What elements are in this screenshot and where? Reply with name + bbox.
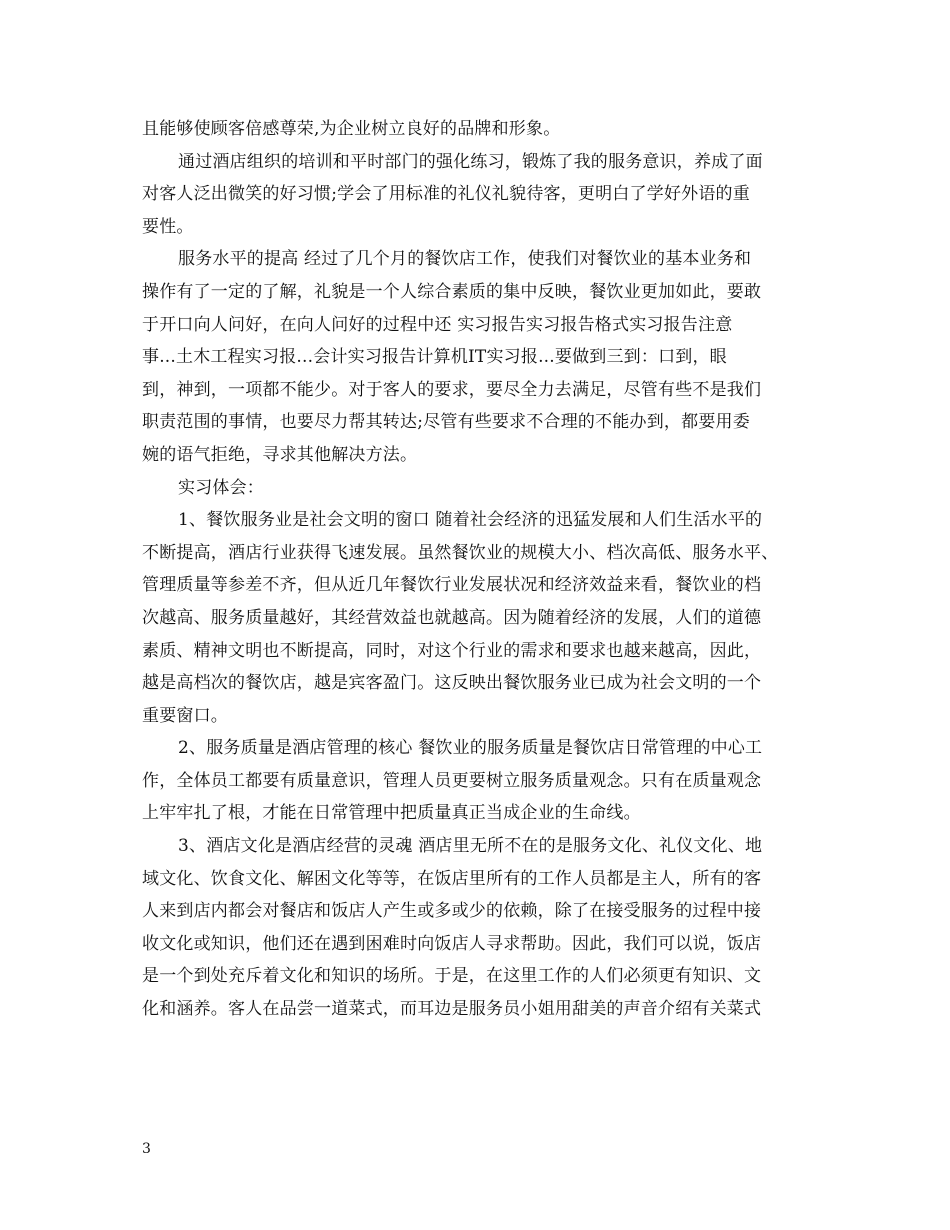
text-line: 且能够使顾客倍感尊荣,为企业树立良好的品牌和形象。 — [142, 119, 561, 139]
text-line: 3、酒店文化是酒店经营的灵魂 酒店里无所不在的是服务文化、礼仪文化、地 — [178, 836, 763, 857]
text-line: 服务水平的提高 经过了几个月的餐饮店工作，使我们对餐饮业的基本业务和 — [178, 249, 752, 270]
text-line: 是一个到处充斥着文化和知识的场所。于是，在这里工作的人们必须更有知识、文 — [142, 966, 762, 987]
text-line: 素质、精神文明也不断提高，同时，对这个行业的需求和要求也越来越高，因此， — [142, 640, 762, 661]
text-line: 不断提高，酒店行业获得飞速发展。虽然餐饮业的规模大小、档次高低、服务水平、 — [142, 542, 779, 563]
page-number: 3 — [142, 1141, 151, 1157]
body-text — [142, 113, 812, 1026]
text-line: 1、餐饮服务业是社会文明的窗口 随着社会经济的迅猛发展和人们生活水平的 — [178, 510, 763, 531]
text-line: 对客人泛出微笑的好习惯;学会了用标准的礼仪礼貌待客，更明白了学好外语的重 — [142, 184, 750, 205]
text-line: 人来到店内都会对餐店和饭店人产生或多或少的依赖，除了在接受服务的过程中接 — [142, 901, 762, 922]
text-line: 于开口向人问好，在向人问好的过程中还 实习报告实习报告格式实习报告注意 — [142, 314, 733, 335]
text-line: 重要窗口。 — [142, 705, 228, 726]
section-heading: 实习体会： — [178, 477, 264, 498]
text-line: 上牢牢扎了根，才能在日常管理中把质量真正当成企业的生命线。 — [142, 803, 641, 824]
text-line: 化和涵养。客人在品尝一道菜式，而耳边是服务员小姐用甜美的声音介绍有关菜式 — [142, 999, 762, 1020]
text-line: 域文化、饮食文化、解困文化等等，在饭店里所有的工作人员都是主人，所有的客 — [142, 868, 762, 889]
text-line: 收文化或知识，他们还在遇到困难时向饭店人寻求帮助。因此，我们可以说，饭店 — [142, 933, 762, 954]
text-line: 2、服务质量是酒店管理的核心 餐饮业的服务质量是餐饮店日常管理的中心工 — [178, 738, 763, 759]
text-line: 作，全体员工都要有质量意识，管理人员更要树立服务质量观念。只有在质量观念 — [142, 770, 762, 791]
text-line: 次越高、服务质量越好，其经营效益也就越高。因为随着经济的发展，人们的道德 — [142, 607, 762, 628]
text-line: 通过酒店组织的培训和平时部门的强化练习，锻炼了我的服务意识，养成了面 — [178, 151, 763, 172]
text-line: 操作有了一定的了解，礼貌是一个人综合素质的集中反映，餐饮业更加如此，要敢 — [142, 281, 762, 302]
text-line: 事...土木工程实习报...会计实习报告计算机IT实习报...要做到三到：口到，眼 — [142, 347, 727, 368]
text-line: 越是高档次的餐饮店，越是宾客盈门。这反映出餐饮服务业已成为社会文明的一个 — [142, 673, 762, 694]
text-line: 管理质量等参差不齐，但从近几年餐饮行业发展状况和经济效益来看，餐饮业的档 — [142, 575, 762, 596]
text-line: 要性。 — [142, 216, 194, 237]
text-line: 到，神到，一项都不能少。对于客人的要求，要尽全力去满足，尽管有些不是我们 — [142, 379, 762, 400]
text-line: 婉的语气拒绝，寻求其他解决方法。 — [142, 444, 418, 465]
text-line: 职责范围的事情，也要尽力帮其转达;尽管有些要求不合理的不能办到，都要用委 — [142, 412, 750, 433]
